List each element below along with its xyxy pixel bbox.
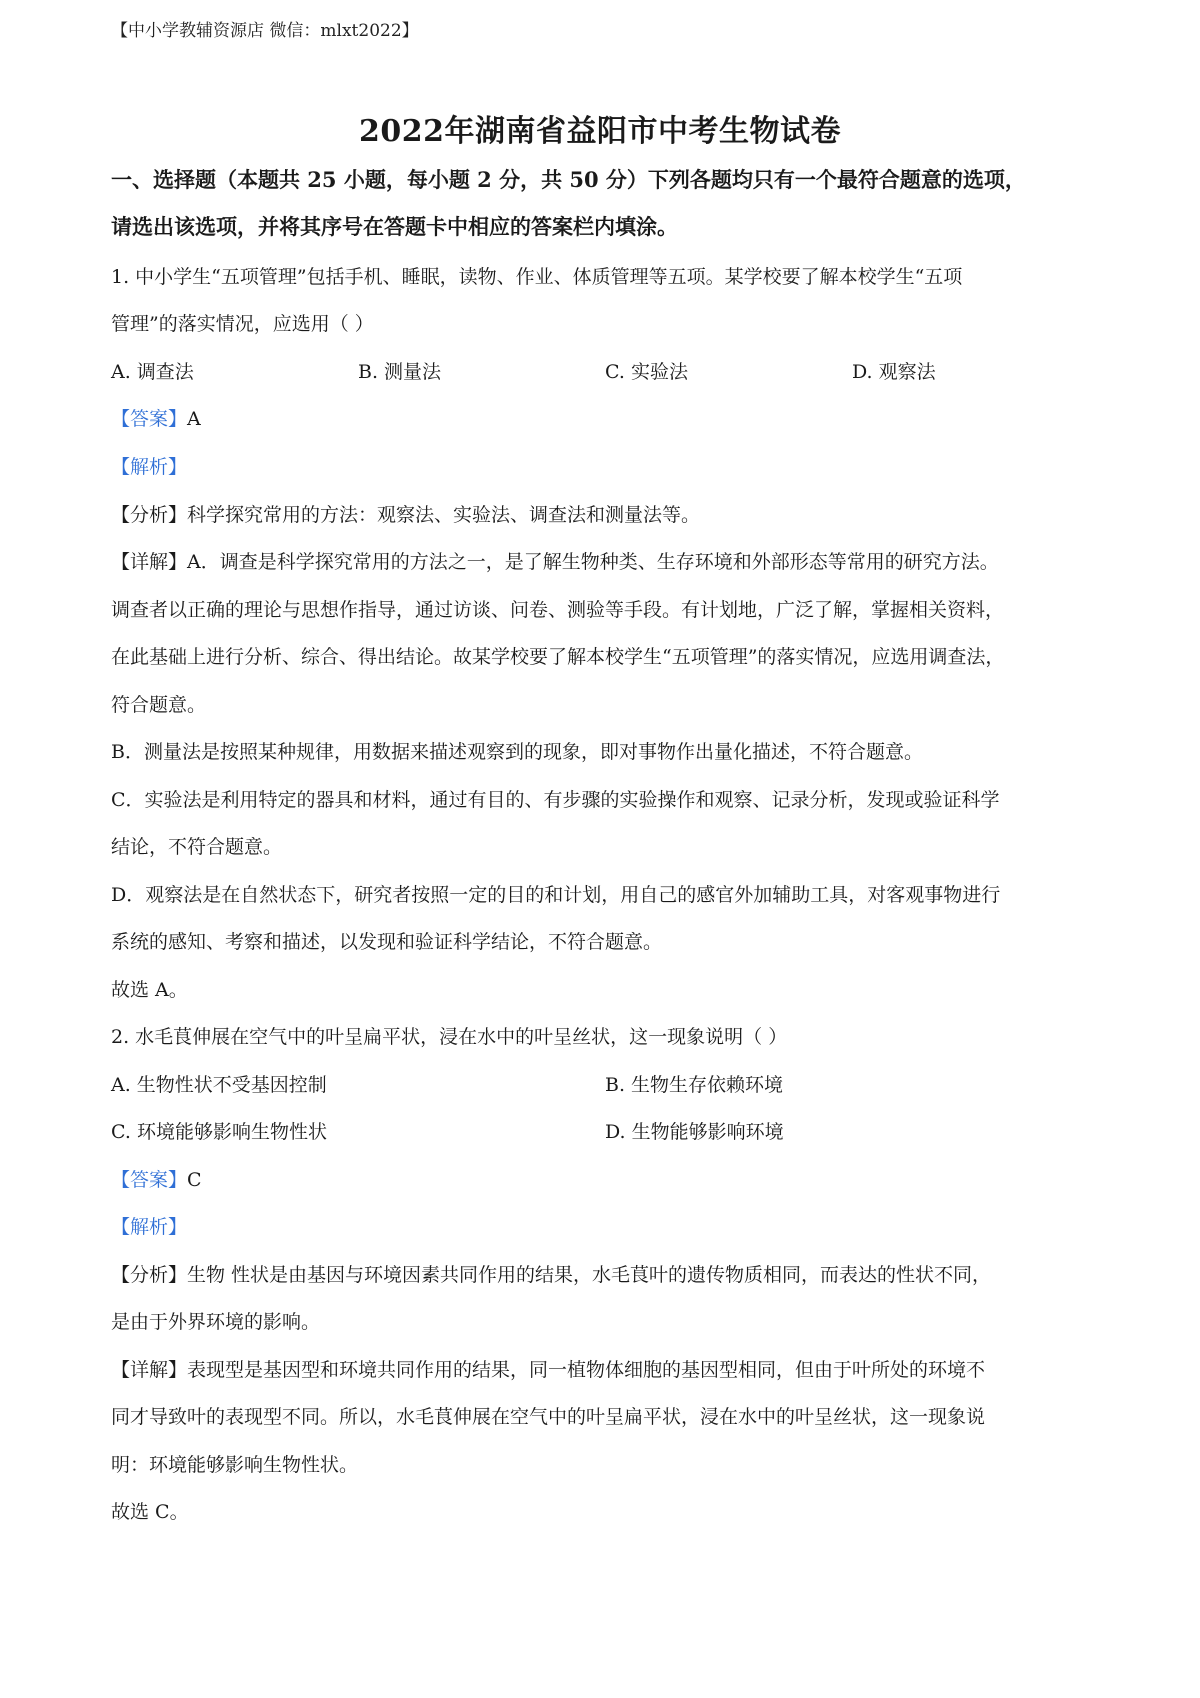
q1-xiangjie-line-9: 系统的感知、考察和描述，以发现和验证科学结论，不符合题意。	[111, 931, 663, 953]
answer-tag: 【答案】	[111, 1169, 188, 1191]
q1-stem-line-1: 1. 中小学生“五项管理”包括手机、睡眠，读物、作业、体质管理等五项。某学校要了解本校学生“五项	[111, 266, 963, 288]
q1-option-c: C. 实验法	[605, 361, 688, 383]
q2-analysis-tag: 【解析】	[111, 1216, 188, 1238]
q2-fenxi-line-2: 是由于外界环境的影响。	[111, 1311, 321, 1333]
q1-stem-line-2: 管理”的落实情况，应选用（ ）	[111, 313, 374, 335]
q1-xiangjie-line-4: 符合题意。	[111, 694, 207, 716]
q2-option-d: D. 生物能够影响环境	[605, 1121, 784, 1143]
q1-xiangjie-line-8: D．观察法是在自然状态下，研究者按照一定的目的和计划，用自己的感官外加辅助工具，对客观事物进行	[111, 884, 1001, 906]
answer-value: C	[187, 1169, 202, 1191]
q2-option-b: B. 生物生存依赖环境	[605, 1074, 784, 1096]
q2-option-c: C. 环境能够影响生物性状	[111, 1121, 327, 1143]
q1-xiangjie-line-2: 调查者以正确的理论与思想作指导，通过访谈、问卷、测验等手段。有计划地，广泛了解，掌握相关资料，	[111, 599, 1005, 621]
answer-tag: 【答案】	[111, 408, 188, 430]
q1-xiangjie-line-3: 在此基础上进行分析、综合、得出结论。故某学校要了解本校学生“五项管理”的落实情况，应选用调查法，	[111, 646, 1005, 668]
q1-option-a: A. 调查法	[111, 361, 194, 383]
section-heading-line-2: 请选出该选项，并将其序号在答题卡中相应的答案栏内填涂。	[111, 214, 678, 239]
q2-option-a: A. 生物性状不受基因控制	[111, 1074, 327, 1096]
q1-option-b: B. 测量法	[358, 361, 442, 383]
q2-stem: 2. 水毛茛伸展在空气中的叶呈扁平状，浸在水中的叶呈丝状，这一现象说明（ ）	[111, 1026, 788, 1048]
q2-xiangjie-line-2: 同才导致叶的表现型不同。所以，水毛茛伸展在空气中的叶呈扁平状，浸在水中的叶呈丝状，这一现象说	[111, 1406, 986, 1428]
section-heading-line-1: 一、选择题（本题共 25 小题，每小题 2 分，共 50 分）下列各题均只有一个最符合题意的选项，	[111, 167, 1026, 192]
q1-xiangjie-line-5: B．测量法是按照某种规律，用数据来描述观察到的现象，即对事物作出量化描述，不符合题意。	[111, 741, 923, 763]
page-title: 2022年湖南省益阳市中考生物试卷	[359, 114, 841, 149]
q1-analysis-tag: 【解析】	[111, 456, 188, 478]
q1-conclusion: 故选 A。	[111, 979, 188, 1001]
q2-xiangjie-line-3: 明：环境能够影响生物性状。	[111, 1454, 359, 1476]
q1-option-d: D. 观察法	[852, 361, 936, 383]
q1-fenxi: 【分析】科学探究常用的方法：观察法、实验法、调查法和测量法等。	[111, 504, 701, 526]
q1-xiangjie-line-7: 结论，不符合题意。	[111, 836, 283, 858]
q2-xiangjie-line-1: 【详解】表现型是基因型和环境共同作用的结果，同一植物体细胞的基因型相同，但由于叶所处的环境不	[111, 1359, 986, 1381]
q2-fenxi-line-1: 【分析】生物 性状是由基因与环境因素共同作用的结果，水毛茛叶的遗传物质相同，而表达的性状不同，	[111, 1264, 992, 1286]
q2-answer	[111, 1165, 1101, 1192]
q1-answer	[111, 404, 1101, 431]
answer-value: A	[187, 408, 201, 430]
watermark-text: 【中小学教辅资源店 微信：mlxt2022】	[111, 21, 419, 41]
q1-xiangjie-line-1: 【详解】A．调查是科学探究常用的方法之一，是了解生物种类、生存环境和外部形态等常用的研究方法。	[111, 551, 999, 573]
q2-conclusion: 故选 C。	[111, 1501, 189, 1523]
q1-xiangjie-line-6: C．实验法是利用特定的器具和材料，通过有目的、有步骤的实验操作和观察、记录分析，发现或验证科学	[111, 789, 1000, 811]
